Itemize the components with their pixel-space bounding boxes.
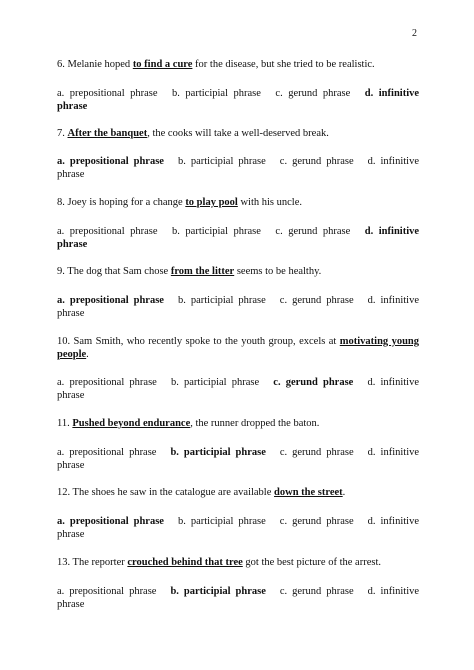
option-a[interactable]: a. prepositional phrase bbox=[57, 377, 157, 388]
question-12 bbox=[57, 486, 419, 499]
options-8 bbox=[57, 225, 419, 251]
underlined-phrase: from the litter bbox=[170, 266, 235, 277]
options-13 bbox=[57, 585, 419, 611]
option-c[interactable]: c. gerund phrase bbox=[275, 88, 351, 99]
option-c[interactable]: c. gerund phrase bbox=[279, 586, 354, 597]
option-d[interactable]: d. infinitive phrase bbox=[57, 586, 420, 610]
option-c[interactable]: c. gerund phrase bbox=[279, 295, 354, 306]
options-9 bbox=[57, 294, 419, 320]
question-text: 12. The shoes he saw in the catalogue are available bbox=[57, 487, 275, 498]
underlined-phrase: to find a cure bbox=[132, 59, 193, 70]
option-d[interactable]: d. infinitive phrase bbox=[57, 447, 420, 471]
option-a[interactable]: a. prepositional phrase bbox=[57, 516, 164, 527]
underlined-phrase: to play pool bbox=[185, 197, 238, 208]
question-text: . bbox=[86, 349, 89, 360]
question-7 bbox=[57, 127, 419, 140]
underlined-phrase: Pushed beyond endurance bbox=[72, 418, 191, 429]
options-12 bbox=[57, 515, 419, 541]
option-b[interactable]: b. participial phrase bbox=[177, 156, 266, 167]
question-text: 8. Joey is hoping for a change bbox=[57, 197, 186, 208]
option-b[interactable]: b. participial phrase bbox=[170, 447, 266, 458]
page-number: 2 bbox=[412, 28, 417, 39]
option-d[interactable]: d. infinitive phrase bbox=[57, 377, 420, 401]
question-11 bbox=[57, 417, 419, 430]
option-d[interactable]: d. infinitive phrase bbox=[57, 516, 420, 540]
question-text: 7. bbox=[57, 128, 68, 139]
question-text: 10. Sam Smith, who recently spoke to the youth group, excels at bbox=[57, 336, 340, 347]
options-11 bbox=[57, 446, 419, 472]
option-d[interactable]: d. infinitive phrase bbox=[57, 226, 420, 250]
option-b[interactable]: b. participial phrase bbox=[170, 377, 260, 388]
option-a[interactable]: a. prepositional phrase bbox=[57, 447, 157, 458]
option-a[interactable]: a. prepositional phrase bbox=[57, 226, 158, 237]
option-c[interactable]: c. gerund phrase bbox=[273, 377, 354, 388]
option-c[interactable]: c. gerund phrase bbox=[275, 226, 351, 237]
question-13 bbox=[57, 556, 419, 569]
underlined-phrase: motivating young people bbox=[57, 336, 420, 360]
option-b[interactable]: b. participial phrase bbox=[177, 516, 266, 527]
question-10 bbox=[57, 335, 419, 361]
question-9 bbox=[57, 265, 419, 278]
question-text: for the disease, but she tried to be realistic. bbox=[192, 59, 375, 70]
option-b[interactable]: b. participial phrase bbox=[172, 88, 261, 99]
underlined-phrase: After the banquet bbox=[67, 128, 148, 139]
question-text: , the runner dropped the baton. bbox=[190, 418, 320, 429]
option-b[interactable]: b. participial phrase bbox=[170, 586, 266, 597]
option-c[interactable]: c. gerund phrase bbox=[279, 516, 354, 527]
option-a[interactable]: a. prepositional phrase bbox=[57, 295, 164, 306]
question-text: . bbox=[342, 487, 346, 498]
question-8 bbox=[57, 196, 419, 209]
question-text: 11. bbox=[57, 418, 73, 429]
option-c[interactable]: c. gerund phrase bbox=[279, 447, 354, 458]
options-7 bbox=[57, 155, 419, 181]
option-b[interactable]: b. participial phrase bbox=[172, 226, 261, 237]
question-6 bbox=[57, 58, 419, 71]
option-a[interactable]: a. prepositional phrase bbox=[57, 156, 164, 167]
option-d[interactable]: d. infinitive phrase bbox=[57, 88, 420, 112]
question-text: , the cooks will take a well-deserved break. bbox=[147, 128, 329, 139]
option-a[interactable]: a. prepositional phrase bbox=[57, 586, 157, 597]
options-10 bbox=[57, 376, 419, 402]
question-text: with his uncle. bbox=[237, 197, 302, 208]
option-a[interactable]: a. prepositional phrase bbox=[57, 88, 158, 99]
option-d[interactable]: d. infinitive phrase bbox=[57, 295, 420, 319]
underlined-phrase: crouched behind that tree bbox=[127, 557, 243, 568]
question-text: got the best picture of the arrest. bbox=[242, 557, 381, 568]
option-d[interactable]: d. infinitive phrase bbox=[57, 156, 420, 180]
question-text: 9. The dog that Sam chose bbox=[57, 266, 171, 277]
question-text: 6. Melanie hoped bbox=[57, 59, 133, 70]
options-6 bbox=[57, 87, 419, 113]
option-c[interactable]: c. gerund phrase bbox=[279, 156, 354, 167]
underlined-phrase: down the street bbox=[274, 487, 343, 498]
option-b[interactable]: b. participial phrase bbox=[177, 295, 266, 306]
question-text: 13. The reporter bbox=[57, 557, 128, 568]
question-text: seems to be healthy. bbox=[234, 266, 322, 277]
